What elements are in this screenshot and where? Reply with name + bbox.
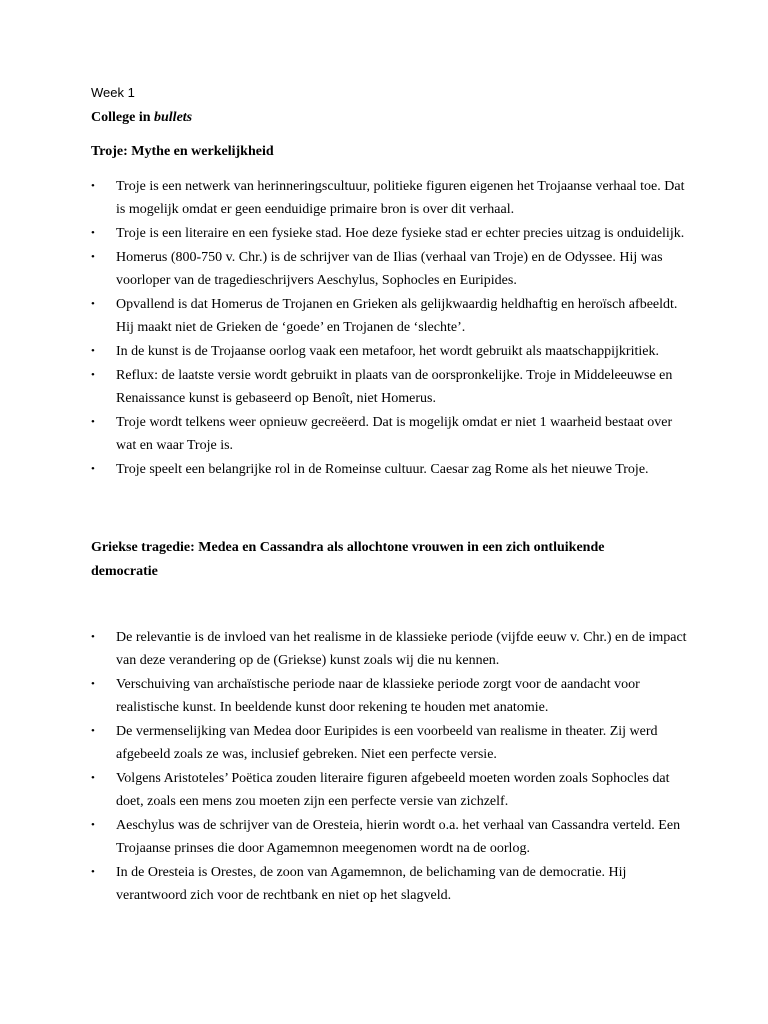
- list-item: [91, 861, 691, 907]
- list-item-text: Troje speelt een belangrijke rol in de Romeinse cultuur. Caesar zag Rome als het nieuwe Troje.: [116, 462, 649, 477]
- bullet-icon: •: [91, 180, 95, 192]
- list-item-text: In de Oresteia is Orestes, de zoon van Agamemnon, de belichaming van de democratie. Hij verantwoord zich voor de rechtbank en niet op het slagveld.: [116, 865, 627, 903]
- bullet-icon: •: [91, 251, 95, 263]
- list-item-text: De vermenselijking van Medea door Euripides is een voorbeeld van realisme in theater. Zij werd afgebeeld zoals ze was, inclusief gebreken. Niet een perfecte versie.: [116, 724, 658, 762]
- list-item: [91, 626, 691, 672]
- section2-heading: [91, 536, 604, 584]
- list-item: [91, 814, 691, 860]
- week-label: Week 1: [91, 85, 135, 100]
- document-title: [91, 106, 192, 130]
- section2-bullet-list: [91, 626, 691, 908]
- list-item-text: De relevantie is de invloed van het realisme in de klassieke periode (vijfde eeuw v. Chr.) en de impact van deze verandering op de (Griekse) kunst zoals wij die nu kennen.: [116, 630, 687, 668]
- list-item-text: Volgens Aristoteles’ Poëtica zouden literaire figuren afgebeeld moeten worden zoals Sophocles dat doet, zoals een mens zou moeten zijn een perfecte versie van zichzelf.: [116, 771, 670, 809]
- section1-heading: Troje: Mythe en werkelijkheid: [91, 144, 274, 159]
- list-item: [91, 458, 691, 481]
- list-item: [91, 175, 691, 221]
- title-italic: bullets: [154, 110, 193, 125]
- list-item: [91, 340, 691, 363]
- bullet-icon: •: [91, 463, 95, 475]
- bullet-icon: •: [91, 227, 95, 239]
- list-item-text: Homerus (800-750 v. Chr.) is de schrijver van de Ilias (verhaal van Troje) en de Odyssee. Hij was voorloper van de tragedieschrijvers Aeschylus, Sophocles en Euripides.: [116, 250, 663, 288]
- list-item: [91, 293, 691, 339]
- bullet-icon: •: [91, 819, 95, 831]
- bullet-icon: •: [91, 369, 95, 381]
- list-item-text: In de kunst is de Trojaanse oorlog vaak een metafoor, het wordt gebruikt als maatschappijkritiek.: [116, 344, 659, 359]
- bullet-icon: •: [91, 298, 95, 310]
- bullet-icon: •: [91, 631, 95, 643]
- bullet-icon: •: [91, 678, 95, 690]
- list-item: [91, 246, 691, 292]
- list-item: [91, 222, 691, 245]
- list-item: [91, 767, 691, 813]
- list-item-text: Aeschylus was de schrijver van de Oresteia, hierin wordt o.a. het verhaal van Cassandra verteld. Een Trojaanse prinses die door Agamemnon meegenomen wordt na de oorlog.: [116, 818, 681, 856]
- list-item: [91, 673, 691, 719]
- section1-bullet-list: [91, 175, 691, 482]
- section2-heading-line1: Griekse tragedie: Medea en Cassandra als allochtone vrouwen in een zich ontluikende: [91, 540, 605, 555]
- list-item-text: Troje wordt telkens weer opnieuw gecreëerd. Dat is mogelijk omdat er niet 1 waarheid bestaat over wat en waar Troje is.: [116, 415, 673, 453]
- list-item-text: Troje is een netwerk van herinneringscultuur, politieke figuren eigenen het Trojaanse verhaal toe. Dat is mogelijk omdat er geen eenduidige primaire bron is over dit verhaal.: [116, 179, 685, 217]
- bullet-icon: •: [91, 725, 95, 737]
- bullet-icon: •: [91, 772, 95, 784]
- bullet-icon: •: [91, 345, 95, 357]
- list-item: [91, 364, 691, 410]
- list-item-text: Opvallend is dat Homerus de Trojanen en Grieken als gelijkwaardig heldhaftig en heroïsch afbeeldt. Hij maakt niet de Grieken de ‘goede’ en Trojanen de ‘slechte’.: [116, 297, 678, 335]
- list-item-text: Verschuiving van archaïstische periode naar de klassieke periode zorgt voor de aandacht voor realistische kunst. In beeldende kunst door rekening te houden met anatomie.: [116, 677, 640, 715]
- bullet-icon: •: [91, 416, 95, 428]
- section2-heading-line2: democratie: [91, 564, 158, 579]
- list-item: [91, 720, 691, 766]
- list-item: [91, 411, 691, 457]
- list-item-text: Reflux: de laatste versie wordt gebruikt in plaats van de oorspronkelijke. Troje in Middeleeuwse en Renaissance kunst is gebaseerd op Benoît, niet Homerus.: [116, 368, 673, 406]
- list-item-text: Troje is een literaire en een fysieke stad. Hoe deze fysieke stad er echter precies uitzag is onduidelijk.: [116, 226, 685, 241]
- title-prefix: College in: [91, 110, 154, 125]
- bullet-icon: •: [91, 866, 95, 878]
